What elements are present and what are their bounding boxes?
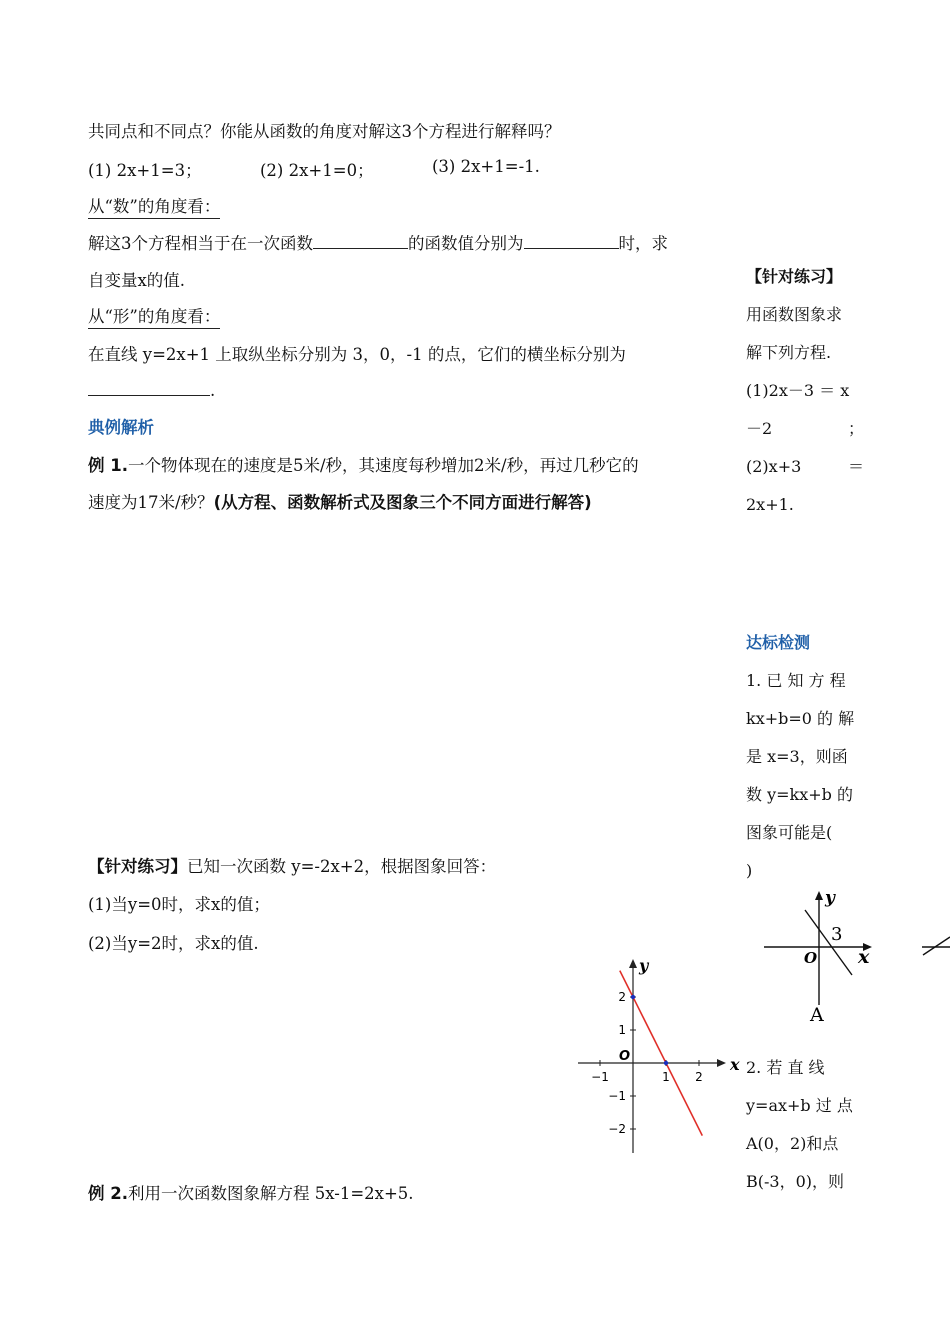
x-axis-arrow — [717, 1059, 726, 1067]
shape-view-end: . — [210, 381, 216, 400]
standards-q2-line4: B(-3，0)，则 — [746, 1172, 845, 1191]
y-axis-arrow — [629, 959, 637, 968]
example1-text2: 速度为17米/秒？ — [88, 493, 214, 512]
num-view-text-a: 解这3个方程相当于在一次函数 — [88, 234, 313, 253]
y-tick-label-3: −2 — [608, 1122, 626, 1136]
practice1-q1: (1)当y=0时，求x的值； — [88, 895, 270, 914]
option-a-y-arrow — [815, 891, 823, 900]
data-point-0 — [631, 995, 635, 999]
side-practice-eq1b-text: －2 — [746, 419, 773, 438]
linear-function-graph — [570, 955, 740, 1160]
example2-line — [88, 1180, 414, 1204]
standards-q1-line5: 图象可能是( — [746, 823, 833, 842]
data-point-1 — [664, 1061, 668, 1065]
y-axis-label: y — [639, 956, 649, 975]
option-b-partial-line — [923, 937, 950, 955]
equation-1: (1) 2x+1=3； — [88, 161, 202, 180]
num-view-heading: 从“数”的角度看： — [88, 193, 220, 219]
x-tick-label-0: −1 — [591, 1070, 609, 1084]
side-practice-eq1a: (1)2x－3 ＝ x — [746, 381, 850, 400]
num-view-line2: 自变量x的值. — [88, 271, 186, 290]
example1-line1 — [88, 452, 639, 476]
side-practice-eq2c: 2x+1. — [746, 495, 794, 514]
origin-label: O — [619, 1049, 631, 1064]
blank-abscissas — [88, 379, 210, 396]
side-practice-label: 【针对练习】 — [746, 267, 843, 286]
side-practice-eq2b-text: ＝ — [847, 457, 864, 476]
y-tick-label-2: −1 — [608, 1089, 626, 1103]
equation-3: (3) 2x+1=-1. — [432, 157, 540, 176]
standards-heading: 达标检测 — [746, 633, 811, 652]
standards-q1 — [746, 662, 864, 890]
practice1-q2: (2)当y=2时，求x的值. — [88, 934, 259, 953]
option-a-mark: 3 — [831, 924, 843, 945]
practice1-label: 【针对练习】 — [88, 857, 187, 876]
standards-q2-line2: y=ax+b 过 点 — [746, 1096, 853, 1115]
side-practice-eq2a-text: (2)x+3 — [746, 457, 802, 476]
blank-function — [313, 232, 408, 249]
shape-view-heading: 从“形”的角度看： — [88, 303, 220, 329]
standards-q1-line1: 1. 已 知 方 程 — [746, 671, 846, 690]
standards-q1-line4: 数 y=kx+b 的 — [746, 785, 853, 804]
example2-text: 利用一次函数图象解方程 5x-1=2x+5. — [128, 1184, 414, 1203]
option-a-y-label: y — [825, 888, 835, 908]
example1-line2 — [88, 489, 592, 513]
equation-2: (2) 2x+1=0； — [260, 161, 374, 180]
practice1-line — [88, 853, 496, 877]
blank-values — [524, 232, 619, 249]
y-tick-label-1: 1 — [618, 1023, 626, 1037]
standards-q2-line1: 2. 若 直 线 — [746, 1058, 825, 1077]
num-view-text-c: 时，求 — [618, 234, 668, 253]
option-a-graph — [760, 885, 950, 1030]
standards-q1-line3: 是 x=3，则函 — [746, 747, 848, 766]
option-a-origin: O — [804, 949, 818, 967]
x-tick-label-1: 1 — [662, 1070, 670, 1084]
shape-view-line2 — [88, 379, 215, 400]
side-practice-eq1c-text: ； — [847, 419, 864, 438]
example1-text1: 一个物体现在的速度是5米/秒，其速度每秒增加2米/秒，再过几秒它的 — [128, 456, 639, 475]
standards-q2 — [746, 1049, 864, 1201]
x-axis-label: x — [730, 1055, 740, 1074]
num-view-line1 — [88, 230, 668, 254]
example2-label: 例 2. — [88, 1184, 128, 1203]
shape-view-line1: 在直线 y=2x+1 上取纵坐标分别为 3，0，-1 的点，它们的横坐标分别为 — [88, 345, 626, 364]
side-practice-eq1b — [746, 410, 864, 448]
standards-q1-line2: kx+b=0 的 解 — [746, 709, 855, 728]
example1-label: 例 1. — [88, 456, 128, 475]
side-practice-eq2a — [746, 448, 864, 486]
standards-q1-line6: ) — [746, 861, 753, 880]
intro-question: 共同点和不同点？你能从函数的角度对解这3个方程进行解释吗？ — [88, 122, 561, 141]
y-tick-label-0: 2 — [618, 990, 626, 1004]
side-practice-line1: 用函数图象求 — [746, 305, 843, 324]
side-practice — [746, 258, 864, 524]
x-tick-label-2: 2 — [695, 1070, 703, 1084]
example1-hint: (从方程、函数解析式及图象三个不同方面进行解答) — [213, 493, 592, 512]
practice1-text: 已知一次函数 y=-2x+2，根据图象回答： — [187, 857, 497, 876]
num-view-text-b: 的函数值分别为 — [408, 234, 524, 253]
option-a-caption: A — [810, 1004, 824, 1026]
option-a-x-label: x — [858, 946, 870, 968]
examples-heading: 典例解析 — [88, 418, 154, 437]
side-practice-line2: 解下列方程. — [746, 343, 832, 362]
standards-q2-line3: A(0，2)和点 — [746, 1134, 839, 1153]
